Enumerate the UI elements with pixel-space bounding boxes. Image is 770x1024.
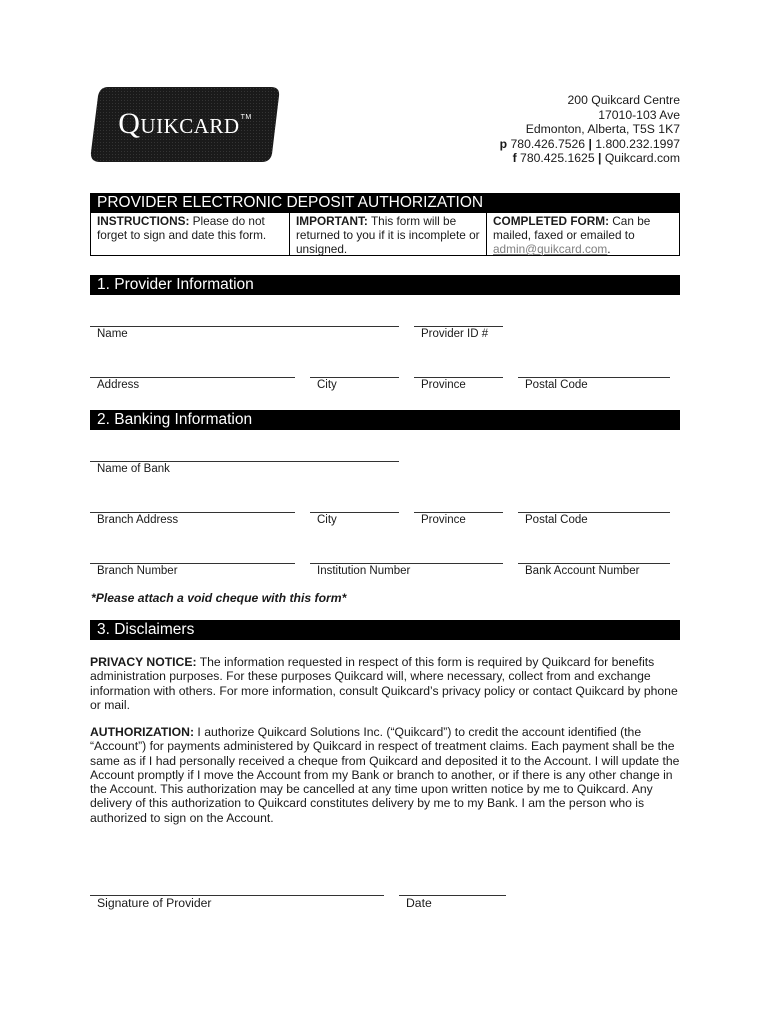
bank-province-field[interactable] <box>414 512 503 513</box>
instructions-table <box>90 212 680 256</box>
postal-code-label: Postal Code <box>525 379 588 391</box>
name-field[interactable] <box>90 326 399 327</box>
form-title: PROVIDER ELECTRONIC DEPOSIT AUTHORIZATION <box>90 193 680 212</box>
branch-address-label: Branch Address <box>97 514 179 526</box>
bank-city-field[interactable] <box>310 512 399 513</box>
instructions-label: INSTRUCTIONS: <box>97 214 190 228</box>
email-link[interactable]: admin@quikcard.com <box>493 242 608 256</box>
quikcard-logo <box>90 84 280 164</box>
province-field[interactable] <box>414 377 503 378</box>
phone-line <box>500 137 680 152</box>
provider-id-field[interactable] <box>414 326 503 327</box>
address-label: Address <box>97 379 140 391</box>
account-number-field[interactable] <box>518 563 670 564</box>
authorization-label: AUTHORIZATION: <box>90 725 195 739</box>
province-label: Province <box>421 379 466 391</box>
address-line-3: Edmonton, Alberta, T5S 1K7 <box>525 122 680 137</box>
authorization-text: I authorize Quikcard Solutions Inc. (“Quikcard”) to credit the account identified (the “Account”) for payments administered by Quikcard in respect of treatment claims. Each payment shall be the same as if I had personally received a cheque from Quikcard and deposited it to the Account. I will update the Account promptly if I move the Account from my Bank or branch to another, or if there is any other change in the Account. This authorization may be cancelled at any time upon written notice by me to Quikcard. Any delivery of this authorization to Quikcard constitutes delivery by me to my Bank. I am the person who is authorized to sign on the Account. <box>90 725 680 825</box>
authorization-statement <box>90 725 682 825</box>
void-cheque-note: *Please attach a void cheque with this form* <box>91 591 347 605</box>
date-label: Date <box>406 896 432 910</box>
instructions-text: Please do not forget to sign and date this form. <box>97 214 267 242</box>
website: Quikcard.com <box>604 151 680 166</box>
bank-province-label: Province <box>421 514 466 526</box>
phone-alt-number: 1.800.232.1997 <box>595 136 680 151</box>
privacy-text: The information requested in respect of this form is required by Quikcard for benefits administration purposes. For these purposes Quikcard will, where necessary, collect from and exchange information with others. For more information, consult Quikcard’s privacy policy or contact Quikcard by phone or mail. <box>90 655 678 712</box>
important-label: IMPORTANT: <box>296 214 368 228</box>
trademark-mark: TM <box>240 113 252 121</box>
privacy-label: PRIVACY NOTICE: <box>90 655 197 669</box>
bank-name-label: Name of Bank <box>97 463 170 475</box>
bank-city-label: City <box>317 514 337 526</box>
company-address <box>500 93 680 166</box>
address-line-2: 17010-103 Ave <box>598 107 680 122</box>
phone-separator: | <box>588 136 592 151</box>
completed-text: Can be mailed, faxed or emailed to <box>493 214 651 242</box>
section-disclaimers: 3. Disclaimers <box>90 620 680 640</box>
institution-number-label: Institution Number <box>317 565 411 577</box>
important-text: This form will be returned to you if it is incomplete or unsigned. <box>296 214 480 256</box>
account-number-label: Bank Account Number <box>525 565 640 577</box>
instructions-cell <box>91 213 289 255</box>
completed-form-cell <box>486 213 679 255</box>
section-provider-information: 1. Provider Information <box>90 275 680 295</box>
section-banking-information: 2. Banking Information <box>90 410 680 430</box>
institution-number-field[interactable] <box>310 563 503 564</box>
fax-number: 780.425.1625 <box>520 151 595 166</box>
fax-prefix: f <box>512 151 517 166</box>
address-field[interactable] <box>90 377 295 378</box>
bank-postal-code-label: Postal Code <box>525 514 588 526</box>
branch-number-field[interactable] <box>90 563 295 564</box>
privacy-notice <box>90 655 682 712</box>
completed-label: COMPLETED FORM: <box>493 214 609 228</box>
branch-address-field[interactable] <box>90 512 295 513</box>
name-label: Name <box>97 328 128 340</box>
city-label: City <box>317 379 337 391</box>
address-line-1: 200 Quikcard Centre <box>567 93 680 107</box>
postal-code-field[interactable] <box>518 377 670 378</box>
branch-number-label: Branch Number <box>97 565 178 577</box>
important-cell <box>289 213 486 255</box>
provider-id-label: Provider ID # <box>421 328 489 340</box>
bank-name-field[interactable] <box>90 461 399 462</box>
completed-end: . <box>607 242 611 256</box>
fax-separator: | <box>598 151 602 166</box>
signature-label: Signature of Provider <box>97 896 212 910</box>
phone-prefix: p <box>499 136 508 151</box>
bank-postal-code-field[interactable] <box>518 512 670 513</box>
logo-wordmark: Quikcard <box>118 107 240 140</box>
fax-line <box>500 151 680 166</box>
phone-number: 780.426.7526 <box>510 136 586 151</box>
city-field[interactable] <box>310 377 399 378</box>
